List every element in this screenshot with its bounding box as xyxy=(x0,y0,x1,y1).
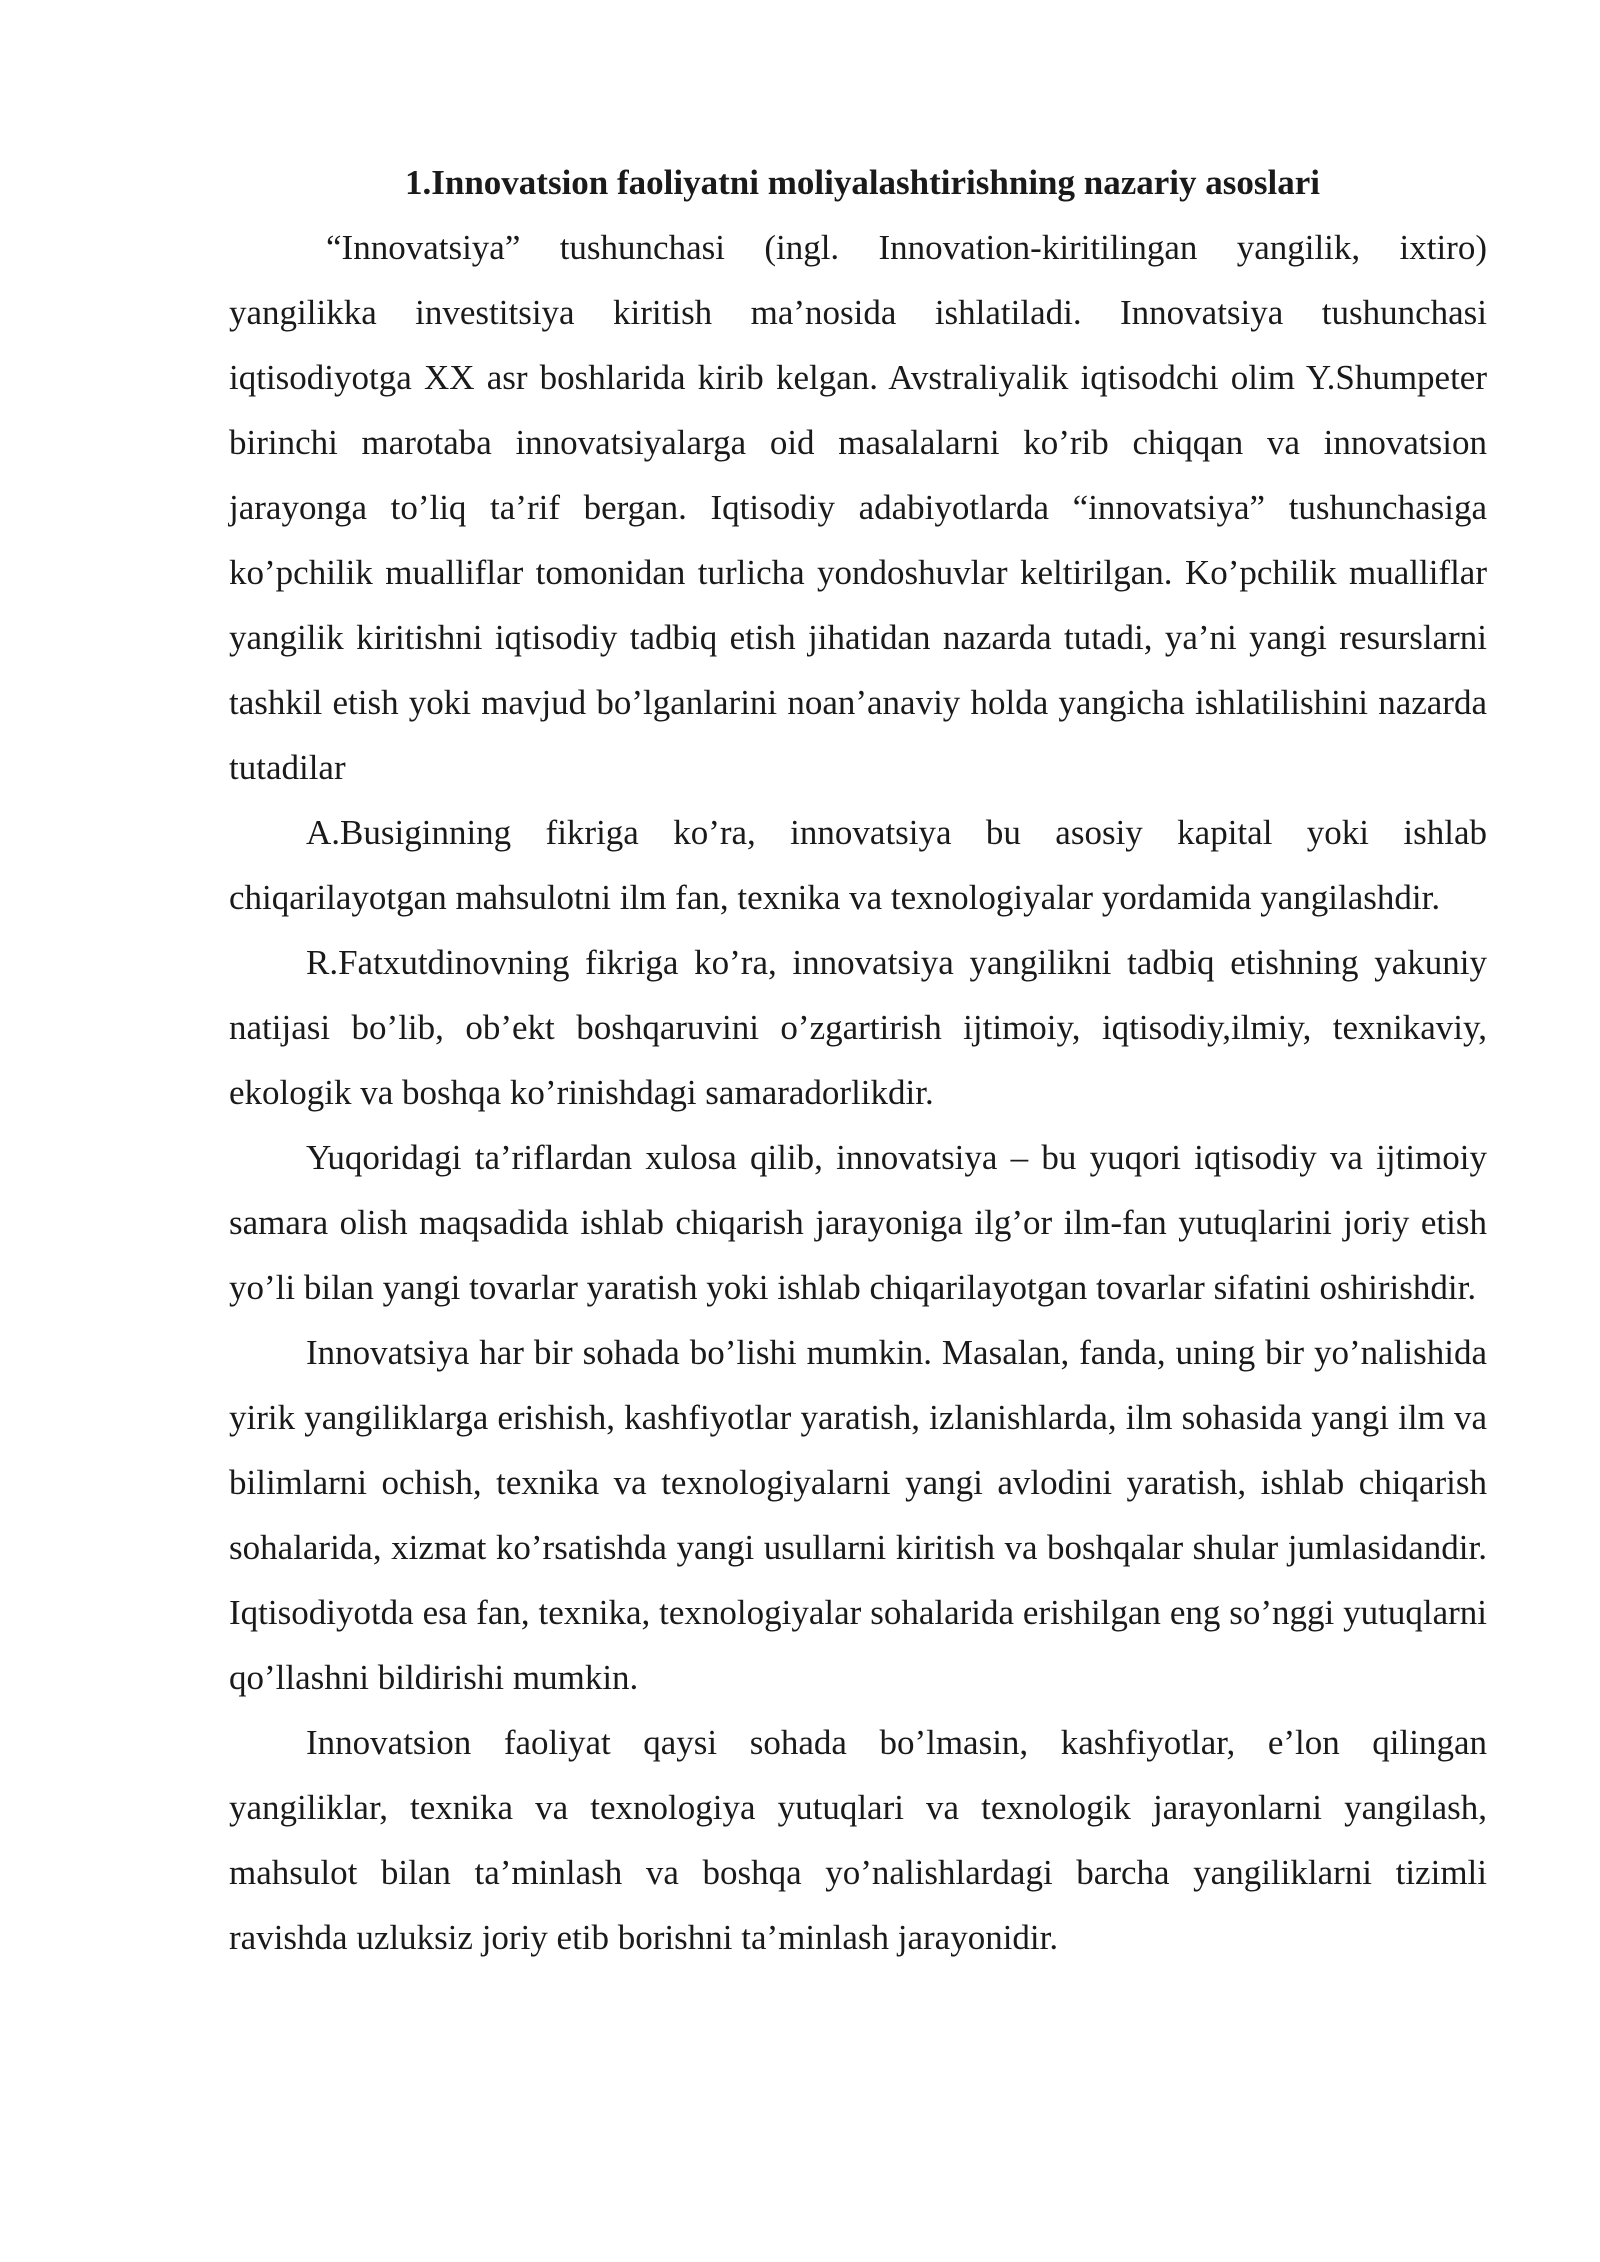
document-body xyxy=(229,150,1487,1970)
paragraph-fatxutdinov: R.Fatxutdinovning fikriga ko’ra, innovatsiya yangilikni tadbiq etishning yakuniy natijasi bo’lib, ob’ekt boshqaruvini o’zgartirish ijtimoiy, iqtisodiy,ilmiy, texnikaviy, ekologik va boshqa ko’rinishdagi samaradorlikdir. xyxy=(229,943,1487,1112)
paragraph-innovative-activity: Innovatsion faoliyat qaysi sohada bo’lmasin, kashfiyotlar, e’lon qilingan yangiliklar, texnika va texnologiya yutuqlari va texnologik jarayonlarni yangilash, mahsulot bilan ta’minlash va boshqa yo’nalishlardagi barcha yangiliklarni tizimli ravishda uzluksiz joriy etib borishni ta’minlash jarayonidir. xyxy=(229,1723,1487,1957)
paragraph-conclusion: Yuqoridagi ta’riflardan xulosa qilib, innovatsiya – bu yuqori iqtisodiy va ijtimoiy samara olish maqsadida ishlab chiqarish jarayoniga ilg’or ilm-fan yutuqlarini joriy etish yo’li bilan yangi tovarlar yaratish yoki ishlab chiqarilayotgan tovarlar sifatini oshirishdir. xyxy=(229,1138,1487,1307)
section-title: 1.Innovatsion faoliyatni moliyalashtirishning nazariy asoslari xyxy=(405,163,1320,202)
paragraph-busigin: A.Busiginning fikriga ko’ra, innovatsiya bu asosiy kapital yoki ishlab chiqarilayotgan mahsulotni ilm fan, texnika va texnologiyalar yordamida yangilashdir. xyxy=(229,813,1487,917)
paragraph-innovation-definition: “Innovatsiya” tushunchasi (ingl. Innovation-kiritilingan yangilik, ixtiro) yangilikka investitsiya kiritish ma’nosida ishlatiladi. Innovatsiya tushunchasi iqtisodiyotga XX asr boshlarida kirib kelgan. Avstraliyalik iqtisodchi olim Y.Shumpeter birinchi marotaba innovatsiyalarga oid masalalarni ko’rib chiqqan va innovatsion jarayonga to’liq ta’rif bergan. Iqtisodiy adabiyotlarda “innovatsiya” tushunchasiga ko’pchilik mualliflar tomonidan turlicha yondoshuvlar keltirilgan. Ko’pchilik mualliflar yangilik kiritishni iqtisodiy tadbiq etish jihatidan nazarda tutadi, ya’ni yangi resurslarni tashkil etish yoki mavjud bo’lganlarini noan’anaviy holda yangicha ishlatilishini nazarda tutadilar xyxy=(229,228,1487,787)
paragraph-innovation-spheres: Innovatsiya har bir sohada bo’lishi mumkin. Masalan, fanda, uning bir yo’nalishida yirik yangiliklarga erishish, kashfiyotlar yaratish, izlanishlarda, ilm sohasida yangi ilm va bilimlarni ochish, texnika va texnologiyalarni yangi avlodini yaratish, ishlab chiqarish sohalarida, xizmat ko’rsatishda yangi usullarni kiritish va boshqalar shular jumlasidandir. Iqtisodiyotda esa fan, texnika, texnologiyalar sohalarida erishilgan eng so’nggi yutuqlarni qo’llashni bildirishi mumkin. xyxy=(229,1333,1487,1697)
